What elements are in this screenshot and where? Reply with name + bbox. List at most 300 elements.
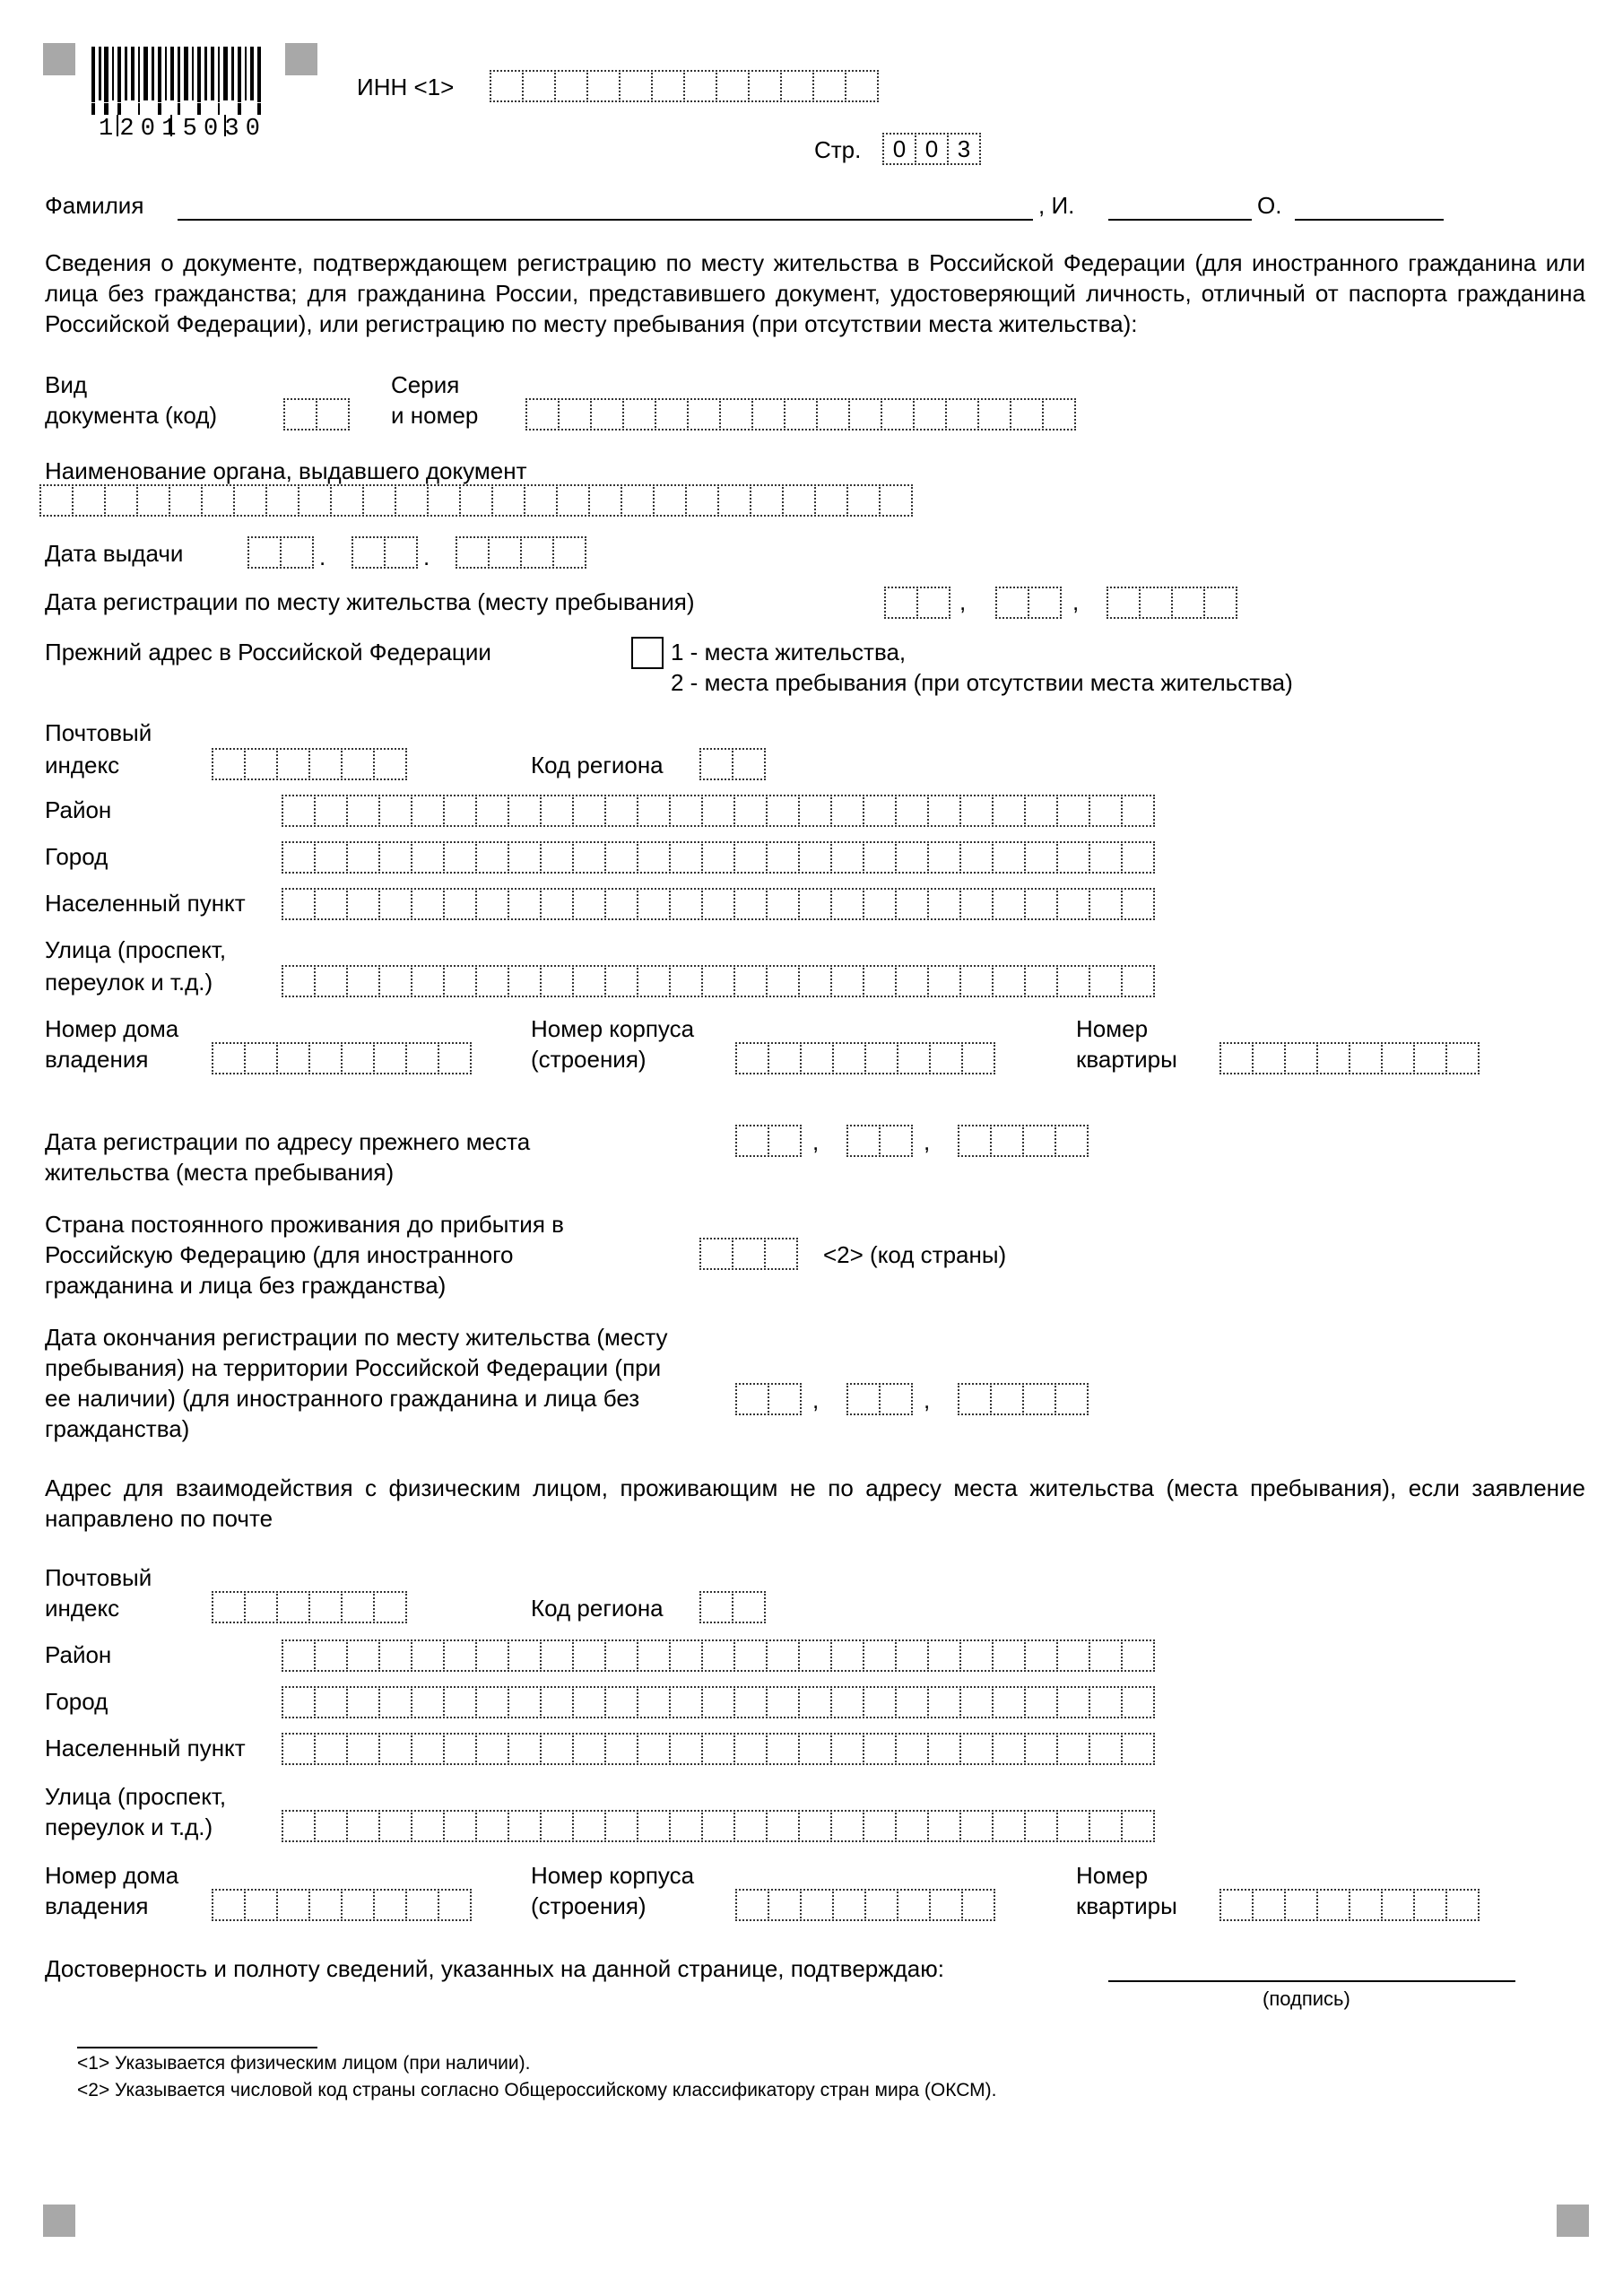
input-cell[interactable]	[282, 795, 316, 827]
input-cell[interactable]	[895, 841, 929, 874]
input-cell[interactable]	[1171, 587, 1205, 619]
input-cell[interactable]	[572, 965, 606, 997]
input-cell[interactable]	[314, 1639, 348, 1672]
input-cell[interactable]	[766, 965, 800, 997]
input-cell[interactable]	[341, 1591, 375, 1623]
input-cell[interactable]	[701, 1639, 735, 1672]
input-cell[interactable]	[927, 1810, 961, 1842]
input-cell[interactable]	[958, 1383, 992, 1415]
input-cell[interactable]	[929, 1042, 963, 1074]
input-cell[interactable]	[766, 841, 800, 874]
input-cell[interactable]	[604, 1733, 638, 1765]
input-cell[interactable]	[927, 888, 961, 920]
input-cell[interactable]	[733, 1733, 768, 1765]
input-cell[interactable]	[929, 1889, 963, 1921]
input-cell[interactable]	[1413, 1889, 1447, 1921]
input-cell[interactable]	[212, 1591, 246, 1623]
input-cell[interactable]	[637, 888, 671, 920]
input-cell[interactable]	[276, 1889, 310, 1921]
input-cell[interactable]	[1056, 965, 1090, 997]
input-cell[interactable]	[475, 888, 509, 920]
reg-date-day[interactable]	[884, 587, 949, 619]
input-cell[interactable]	[276, 1042, 310, 1074]
contact-postal-index-field[interactable]	[212, 1591, 405, 1623]
input-cell[interactable]	[830, 1733, 864, 1765]
contact-house-number-field[interactable]	[212, 1889, 470, 1921]
input-cell[interactable]	[766, 795, 800, 827]
input-cell[interactable]	[443, 795, 477, 827]
input-cell[interactable]	[373, 1591, 407, 1623]
input-cell[interactable]	[508, 888, 542, 920]
input-cell[interactable]	[992, 965, 1026, 997]
contact-region-code-field[interactable]	[699, 1591, 764, 1623]
input-cell[interactable]	[1284, 1889, 1318, 1921]
input-cell[interactable]	[782, 484, 816, 517]
input-cell[interactable]	[895, 1733, 929, 1765]
input-cell[interactable]	[798, 965, 832, 997]
input-cell[interactable]	[895, 795, 929, 827]
input-cell[interactable]	[766, 1686, 800, 1718]
end-reg-date-month[interactable]	[846, 1383, 911, 1415]
input-cell[interactable]	[863, 965, 897, 997]
input-cell[interactable]	[884, 587, 918, 619]
input-cell[interactable]	[1139, 587, 1173, 619]
input-cell[interactable]	[411, 795, 445, 827]
input-cell[interactable]	[282, 1639, 316, 1672]
input-cell[interactable]	[992, 795, 1026, 827]
input-cell[interactable]	[316, 398, 350, 430]
input-cell[interactable]	[959, 1810, 994, 1842]
input-cell[interactable]	[244, 748, 278, 780]
input-cell[interactable]	[244, 1042, 278, 1074]
input-cell[interactable]	[669, 841, 703, 874]
input-cell[interactable]	[895, 1639, 929, 1672]
input-cell[interactable]	[733, 1686, 768, 1718]
input-cell[interactable]	[913, 398, 947, 430]
input-cell[interactable]	[768, 1042, 802, 1074]
input-cell[interactable]	[637, 1639, 671, 1672]
input-cell[interactable]	[586, 70, 621, 102]
input-cell[interactable]	[282, 1733, 316, 1765]
input-cell[interactable]	[798, 1639, 832, 1672]
input-cell[interactable]	[314, 888, 348, 920]
input-cell[interactable]	[990, 1383, 1024, 1415]
input-cell[interactable]	[716, 70, 750, 102]
input-cell[interactable]	[830, 841, 864, 874]
input-cell[interactable]	[540, 1686, 574, 1718]
input-cell[interactable]	[977, 398, 1011, 430]
input-cell[interactable]	[830, 795, 864, 827]
input-cell[interactable]	[572, 1810, 606, 1842]
district-field[interactable]	[282, 795, 1153, 827]
input-cell[interactable]	[554, 70, 588, 102]
input-cell[interactable]	[683, 70, 717, 102]
input-cell[interactable]	[1042, 398, 1076, 430]
input-cell[interactable]	[879, 484, 913, 517]
input-cell[interactable]	[169, 484, 203, 517]
input-cell[interactable]	[766, 888, 800, 920]
input-cell[interactable]	[1028, 587, 1062, 619]
reg-date-year[interactable]	[1107, 587, 1236, 619]
doc-type-field[interactable]	[283, 398, 348, 430]
input-cell[interactable]	[699, 748, 733, 780]
input-cell[interactable]	[945, 398, 979, 430]
input-cell[interactable]	[556, 484, 590, 517]
input-cell[interactable]	[384, 536, 418, 569]
input-cell[interactable]	[411, 888, 445, 920]
input-cell[interactable]	[958, 1125, 992, 1157]
input-cell[interactable]	[330, 484, 364, 517]
input-cell[interactable]	[572, 1639, 606, 1672]
input-cell[interactable]	[558, 398, 592, 430]
input-cell[interactable]	[540, 841, 574, 874]
input-cell[interactable]	[669, 1810, 703, 1842]
input-cell[interactable]	[212, 1889, 246, 1921]
input-cell[interactable]	[508, 1810, 542, 1842]
input-cell[interactable]	[735, 1042, 769, 1074]
input-cell[interactable]	[522, 70, 556, 102]
input-cell[interactable]	[733, 1639, 768, 1672]
input-cell[interactable]	[637, 1686, 671, 1718]
building-number-field[interactable]	[735, 1042, 994, 1074]
input-cell[interactable]	[961, 1889, 995, 1921]
input-cell[interactable]	[378, 888, 412, 920]
input-cell[interactable]	[864, 1042, 898, 1074]
input-cell[interactable]	[768, 1125, 802, 1157]
input-cell[interactable]	[701, 1810, 735, 1842]
input-cell[interactable]	[764, 1238, 798, 1270]
input-cell[interactable]	[459, 484, 493, 517]
input-cell[interactable]	[1252, 1889, 1286, 1921]
input-cell[interactable]	[701, 1686, 735, 1718]
end-reg-date-year[interactable]	[958, 1383, 1087, 1415]
input-cell[interactable]	[475, 1810, 509, 1842]
input-cell[interactable]	[846, 1125, 881, 1157]
input-cell[interactable]	[637, 795, 671, 827]
input-cell[interactable]	[1413, 1042, 1447, 1074]
input-cell[interactable]	[1056, 1810, 1090, 1842]
input-cell[interactable]	[508, 841, 542, 874]
input-cell[interactable]	[863, 841, 897, 874]
input-cell[interactable]	[637, 1810, 671, 1842]
input-cell[interactable]	[798, 795, 832, 827]
input-cell[interactable]	[395, 484, 429, 517]
input-cell[interactable]	[244, 1591, 278, 1623]
input-cell[interactable]	[816, 398, 850, 430]
input-cell[interactable]	[863, 795, 897, 827]
input-cell[interactable]	[1121, 888, 1155, 920]
input-cell[interactable]	[699, 1238, 733, 1270]
input-cell[interactable]	[832, 1042, 866, 1074]
input-cell[interactable]	[378, 1686, 412, 1718]
input-cell[interactable]	[201, 484, 235, 517]
input-cell[interactable]	[378, 841, 412, 874]
input-cell[interactable]	[863, 1639, 897, 1672]
input-cell[interactable]	[927, 1639, 961, 1672]
input-cell[interactable]	[1089, 1639, 1123, 1672]
input-cell[interactable]	[590, 398, 624, 430]
end-reg-date-day[interactable]	[735, 1383, 800, 1415]
input-cell[interactable]	[897, 1042, 931, 1074]
input-cell[interactable]	[520, 536, 554, 569]
input-cell[interactable]	[1349, 1889, 1383, 1921]
input-cell[interactable]	[540, 888, 574, 920]
input-cell[interactable]	[39, 484, 74, 517]
input-cell[interactable]	[1089, 795, 1123, 827]
input-cell[interactable]	[1024, 1686, 1058, 1718]
input-cell[interactable]	[959, 888, 994, 920]
input-cell[interactable]	[443, 1639, 477, 1672]
input-cell[interactable]	[959, 1686, 994, 1718]
input-cell[interactable]	[768, 1889, 802, 1921]
input-cell[interactable]	[669, 1686, 703, 1718]
input-cell[interactable]	[879, 1383, 913, 1415]
input-cell[interactable]	[443, 1733, 477, 1765]
input-cell[interactable]	[832, 1889, 866, 1921]
input-cell[interactable]	[1056, 841, 1090, 874]
input-cell[interactable]	[1024, 1810, 1058, 1842]
street-field[interactable]	[282, 965, 1153, 997]
input-cell[interactable]	[1121, 1639, 1155, 1672]
input-cell[interactable]	[1445, 1889, 1480, 1921]
input-cell[interactable]	[845, 70, 879, 102]
input-cell[interactable]	[508, 1733, 542, 1765]
input-cell[interactable]	[1024, 841, 1058, 874]
input-cell[interactable]	[378, 795, 412, 827]
input-cell[interactable]	[669, 1639, 703, 1672]
input-cell[interactable]	[443, 1686, 477, 1718]
input-cell[interactable]	[1024, 1733, 1058, 1765]
input-cell[interactable]	[830, 1639, 864, 1672]
contact-building-number-field[interactable]	[735, 1889, 994, 1921]
input-cell[interactable]	[959, 1639, 994, 1672]
postal-index-field[interactable]	[212, 748, 405, 780]
input-cell[interactable]	[719, 398, 753, 430]
input-cell[interactable]	[1316, 1042, 1350, 1074]
contact-flat-number-field[interactable]	[1219, 1889, 1478, 1921]
input-cell[interactable]	[1089, 1686, 1123, 1718]
input-cell[interactable]	[733, 888, 768, 920]
input-cell[interactable]	[798, 1686, 832, 1718]
input-cell[interactable]	[604, 841, 638, 874]
input-cell[interactable]	[798, 1810, 832, 1842]
input-cell[interactable]	[475, 1733, 509, 1765]
input-cell[interactable]	[750, 484, 784, 517]
input-cell[interactable]	[540, 1639, 574, 1672]
input-cell[interactable]	[622, 398, 656, 430]
input-cell[interactable]	[879, 1125, 913, 1157]
input-cell[interactable]	[362, 484, 396, 517]
input-cell[interactable]	[798, 888, 832, 920]
input-cell[interactable]	[1024, 965, 1058, 997]
inn-field[interactable]	[490, 70, 877, 102]
input-cell[interactable]	[276, 1591, 310, 1623]
input-cell[interactable]	[346, 1810, 380, 1842]
prev-address-type-checkbox[interactable]	[631, 637, 664, 669]
input-cell[interactable]	[308, 1591, 343, 1623]
input-cell[interactable]	[1121, 1686, 1155, 1718]
input-cell[interactable]	[341, 748, 375, 780]
input-cell[interactable]	[346, 888, 380, 920]
input-cell[interactable]	[1055, 1125, 1089, 1157]
input-cell[interactable]	[552, 536, 586, 569]
input-cell[interactable]	[927, 1686, 961, 1718]
input-cell[interactable]	[1219, 1889, 1254, 1921]
input-cell[interactable]	[992, 841, 1026, 874]
reg-date-month[interactable]	[995, 587, 1060, 619]
input-cell[interactable]	[1107, 587, 1141, 619]
input-cell[interactable]	[1316, 1889, 1350, 1921]
input-cell[interactable]	[733, 795, 768, 827]
series-number-field[interactable]	[525, 398, 1074, 430]
input-cell[interactable]	[346, 1733, 380, 1765]
input-cell[interactable]	[604, 795, 638, 827]
input-cell[interactable]	[992, 1686, 1026, 1718]
flat-number-field[interactable]	[1219, 1042, 1478, 1074]
input-cell[interactable]	[669, 965, 703, 997]
input-cell[interactable]	[895, 1810, 929, 1842]
input-cell[interactable]	[373, 1042, 407, 1074]
initial-o-field[interactable]	[1295, 219, 1444, 221]
contact-district-field[interactable]	[282, 1639, 1153, 1672]
input-cell[interactable]	[604, 965, 638, 997]
input-cell[interactable]	[411, 841, 445, 874]
input-cell[interactable]	[812, 70, 846, 102]
input-cell[interactable]	[244, 1889, 278, 1921]
input-cell[interactable]	[282, 841, 316, 874]
input-cell[interactable]	[881, 398, 915, 430]
input-cell[interactable]	[863, 1686, 897, 1718]
input-cell[interactable]	[651, 70, 685, 102]
input-cell[interactable]	[751, 398, 785, 430]
input-cell[interactable]	[621, 484, 655, 517]
contact-city-field[interactable]	[282, 1686, 1153, 1718]
input-cell[interactable]	[72, 484, 106, 517]
input-cell[interactable]	[346, 1639, 380, 1672]
input-cell[interactable]	[1024, 1639, 1058, 1672]
input-cell[interactable]	[540, 1733, 574, 1765]
input-cell[interactable]	[895, 1686, 929, 1718]
input-cell[interactable]	[298, 484, 332, 517]
input-cell[interactable]	[282, 1810, 316, 1842]
input-cell[interactable]	[1056, 888, 1090, 920]
input-cell[interactable]	[280, 536, 314, 569]
prev-reg-date-month[interactable]	[846, 1125, 911, 1157]
input-cell[interactable]	[863, 888, 897, 920]
input-cell[interactable]	[411, 965, 445, 997]
input-cell[interactable]	[475, 1686, 509, 1718]
input-cell[interactable]	[735, 1125, 769, 1157]
input-cell[interactable]	[475, 795, 509, 827]
input-cell[interactable]	[443, 1810, 477, 1842]
input-cell[interactable]	[1022, 1383, 1056, 1415]
input-cell[interactable]	[735, 1889, 769, 1921]
input-cell[interactable]	[438, 1042, 472, 1074]
input-cell[interactable]	[927, 1733, 961, 1765]
input-cell[interactable]	[346, 965, 380, 997]
input-cell[interactable]	[373, 748, 407, 780]
input-cell[interactable]	[766, 1639, 800, 1672]
input-cell[interactable]	[1121, 965, 1155, 997]
input-cell[interactable]	[443, 841, 477, 874]
input-cell[interactable]	[1055, 1383, 1089, 1415]
input-cell[interactable]	[411, 1686, 445, 1718]
input-cell[interactable]	[699, 1591, 733, 1623]
input-cell[interactable]	[735, 1383, 769, 1415]
input-cell[interactable]	[780, 70, 814, 102]
input-cell[interactable]	[992, 1810, 1026, 1842]
input-cell[interactable]	[959, 795, 994, 827]
input-cell[interactable]	[475, 1639, 509, 1672]
input-cell[interactable]	[604, 1810, 638, 1842]
input-cell[interactable]	[508, 795, 542, 827]
input-cell[interactable]	[378, 1733, 412, 1765]
input-cell[interactable]	[766, 1733, 800, 1765]
input-cell[interactable]	[732, 1238, 766, 1270]
input-cell[interactable]	[1349, 1042, 1383, 1074]
input-cell[interactable]	[1024, 795, 1058, 827]
input-cell[interactable]	[491, 484, 525, 517]
input-cell[interactable]	[927, 965, 961, 997]
input-cell[interactable]	[308, 1889, 343, 1921]
input-cell[interactable]	[346, 841, 380, 874]
input-cell[interactable]	[525, 398, 560, 430]
input-cell[interactable]	[282, 965, 316, 997]
input-cell[interactable]	[475, 965, 509, 997]
input-cell[interactable]	[814, 484, 848, 517]
input-cell[interactable]	[411, 1733, 445, 1765]
input-cell[interactable]	[732, 748, 766, 780]
input-cell[interactable]	[830, 965, 864, 997]
input-cell[interactable]	[282, 1686, 316, 1718]
input-cell[interactable]	[990, 1125, 1024, 1157]
region-code-field[interactable]	[699, 748, 764, 780]
input-cell[interactable]	[314, 1733, 348, 1765]
prev-reg-date-year[interactable]	[958, 1125, 1087, 1157]
input-cell[interactable]	[276, 748, 310, 780]
input-cell[interactable]	[1089, 1733, 1123, 1765]
input-cell[interactable]	[475, 841, 509, 874]
input-cell[interactable]	[701, 888, 735, 920]
input-cell[interactable]	[524, 484, 558, 517]
input-cell[interactable]	[701, 1733, 735, 1765]
locality-field[interactable]	[282, 888, 1153, 920]
input-cell[interactable]	[1219, 1042, 1254, 1074]
input-cell[interactable]	[314, 795, 348, 827]
signature-field[interactable]	[1108, 1980, 1515, 1982]
input-cell[interactable]	[895, 888, 929, 920]
input-cell[interactable]	[1121, 1810, 1155, 1842]
input-cell[interactable]	[895, 965, 929, 997]
input-cell[interactable]	[637, 1733, 671, 1765]
input-cell[interactable]	[456, 536, 490, 569]
issue-date-month[interactable]	[352, 536, 416, 569]
input-cell[interactable]	[314, 965, 348, 997]
input-cell[interactable]	[1252, 1042, 1286, 1074]
contact-locality-field[interactable]	[282, 1733, 1153, 1765]
input-cell[interactable]	[508, 1639, 542, 1672]
input-cell[interactable]	[604, 1686, 638, 1718]
input-cell[interactable]	[540, 965, 574, 997]
input-cell[interactable]	[212, 1042, 246, 1074]
input-cell[interactable]	[346, 1686, 380, 1718]
input-cell[interactable]	[748, 70, 782, 102]
input-cell[interactable]	[604, 888, 638, 920]
input-cell[interactable]	[1089, 965, 1123, 997]
input-cell[interactable]	[1121, 841, 1155, 874]
input-cell[interactable]	[798, 1733, 832, 1765]
input-cell[interactable]	[540, 795, 574, 827]
